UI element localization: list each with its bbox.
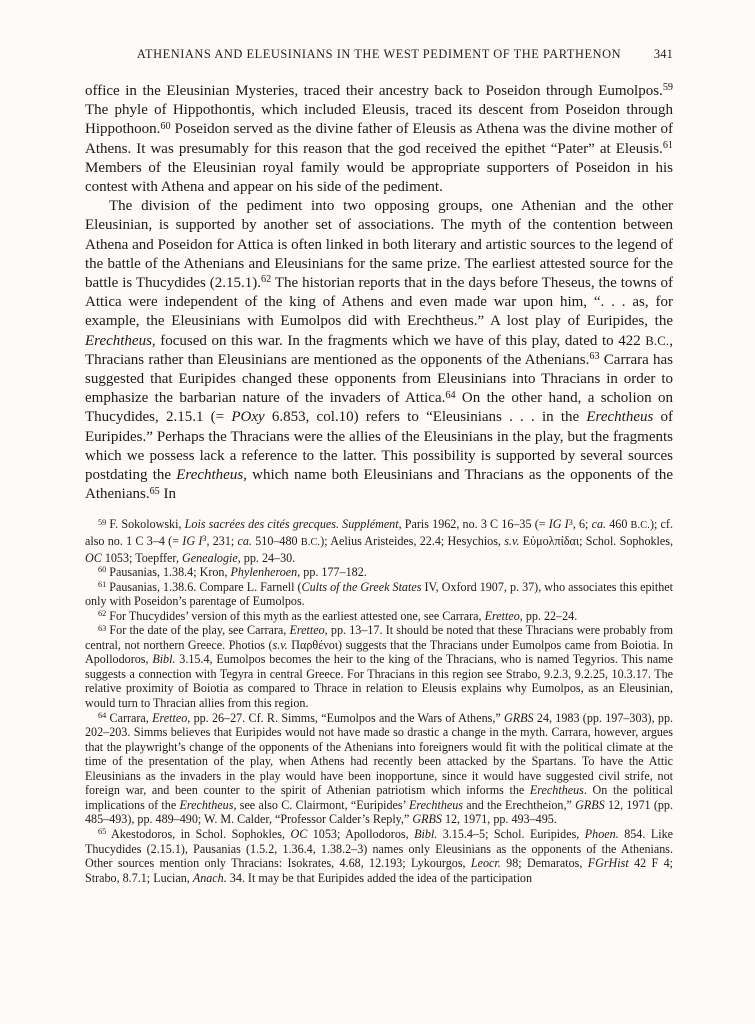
- running-head-title: ATHENIANS AND ELEUSINIANS IN THE WEST PEDIMENT OF THE PARTHENON: [136, 47, 622, 61]
- footnote-60: $^{60}$ Pausanias, 1.38.4; Kron, Phylenheroen, pp. 177–182.: [98, 565, 367, 580]
- main-text: [85, 82, 673, 885]
- footnote-62: $^{62}$ For Thucydides’ version of this myth as the earliest attested one, see Carrara, Eretteo, pp. 22–24.: [98, 608, 578, 623]
- footnote-59: $^{59}$ F. Sokolowski, Lois sacrées des cités grecques. Supplément, Paris 1962, no. 3 C 16–35 (= IG I$^3$, 6; ca. 460 B.C.); cf. also no. 1 C 3–4 (= IG I$^3$, 231; ca. 510–480 B.C.); Aelius Aristeides, 22.4; Hesychios, s.v. Εὐμολπίδαι; Schol. Sophokles, OC 1053; Toepffer, Genealogie, pp. 24–30.: [85, 517, 674, 565]
- page-number: 341: [653, 47, 673, 61]
- footnote-63: $^{63}$ For the date of the play, see Carrara, Eretteo, pp. 13–17. It should be noted that these Thracians were probably from central, not northern Greece. Photios (s.v. Παρθένοι) suggests that the Thracians under Eumolpos came from Boiotia. In Apollodoros, Bibl. 3.15.4, Eumolpos becomes the heir to the king of the Thracians, who is named Tegyrios. This name suggests a connection with Tegyra in central Greece. For Thracians in this region see Strabo, 9.2.3, 9.2.25, 10.3.17. The relative proximity of Boiotia as compared to Thrace in relation to Eleusis explains why Eumolpos, as an Eleusinian, would turn to Thracian allies from this region.: [85, 623, 673, 711]
- body-paragraph: The division of the pediment into two opposing groups, one Athenian and the other Eleusinian, is supported by another set of associations. The myth of the contention between Athena and Poseidon for Attica is often linked in both literary and artistic sources to the legend of the battle of the Athenians and Eleusinians for the same prize. The earliest attested source for the battle is Thucydides (2.15.1).$^{62}$ The historian reports that in the days before Theseus, the towns of Attica were independent of the king of Athens and even made war upon him, “. . . as, for example, the Eleusinians with Eumolpos did with Erechtheus.” A lost play of Euripides, the Erechtheus, focused on this war. In the fragments which we have of this play, dated to 422 B.C., Thracians rather than Eleusinians are mentioned as the opponents of the Athenians.$^{63}$ Carrara has suggested that Euripides changed these opponents from Eleusinians into Thracians in order to emphasize the barbarian nature of the invaders of Attica.$^{64}$ On the other hand, a scholion on Thucydides, 2.15.1 (= POxy 6.853, col.10) refers to “Eleusinians . . . in the Erechtheus of Euripides.” Perhaps the Thracians were the allies of the Eleusinians in the play, but the fragments which we possess lack a reference to the latter. This possibility is supported by several sources postdating the Erechtheus, which name both Eleusinians and Thracians as the opponents of the Athenians.$^{65}$ In: [85, 198, 674, 503]
- footnote-61: $^{61}$ Pausanias, 1.38.6. Compare L. Farnell (Cults of the Greek States IV, Oxford 1907, p. 37), who associates this epithet only with Poseidon’s parentage of Eumolpos.: [85, 579, 673, 609]
- running-head: [85, 47, 673, 62]
- text-column: [85, 47, 673, 885]
- body-paragraph: office in the Eleusinian Mysteries, traced their ancestry back to Poseidon through Eumolpos.$^{59}$ The phyle of Hippothontis, which included Eleusis, traced its descent from Poseidon through Hippothoon.$^{60}$ Poseidon served as the divine father of Eleusis as Athena was the divine mother of Athens. It was presumably for this reason that the god received the epithet “Pater” at Eleusis.$^{61}$ Members of the Eleusinian royal family would be appropriate supporters of Poseidon in his contest with Athena and appear on his side of the pediment.: [85, 82, 673, 196]
- footnote-64: $^{64}$ Carrara, Eretteo, pp. 26–27. Cf. R. Simms, “Eumolpos and the Wars of Athens,” GRBS 24, 1983 (pp. 197–303), pp. 202–203. Simms believes that Euripides would not have made so drastic a change in the myth. Carrara, however, argues that the playwright’s change of the opponents of the Athenians into foreigners would fit with the political climate at the time of the presentation of the play, when Athens had recently been attacked by the Spartans. To have the Attic Eleusinians as the invaders in the play would have been inopportune, since it would have suggested civil strife, not foreign war, and been counter to the spirit of Athenian patriotism which informs the Erechtheus. On the political implications of the Erechtheus, see also C. Clairmont, “Euripides’ Erechtheus and the Erechtheion,” GRBS 12, 1971 (pp. 485–493), pp. 489–490; W. M. Calder, “Professor Calder’s Reply,” GRBS 12, 1971, pp. 493–495.: [85, 710, 674, 827]
- footnotes-section: [85, 517, 673, 885]
- footnote-65: $^{65}$ Akestodoros, in Schol. Sophokles, OC 1053; Apollodoros, Bibl. 3.15.4–5; Schol. Euripides, Phoen. 854. Like Thucydides (2.15.1), Pausanias (1.5.2, 1.36.4, 1.38.2–3) names only Eleusinians as the opponents of the Athenians. Other sources mention only Thracians: Isokrates, 4.68, 12.193; Lykourgos, Leocr. 98; Demaratos, FGrHist 42 F 4; Strabo, 8.7.1; Lucian, Anach. 34. It may be that Euripides added the idea of the participation: [85, 826, 673, 885]
